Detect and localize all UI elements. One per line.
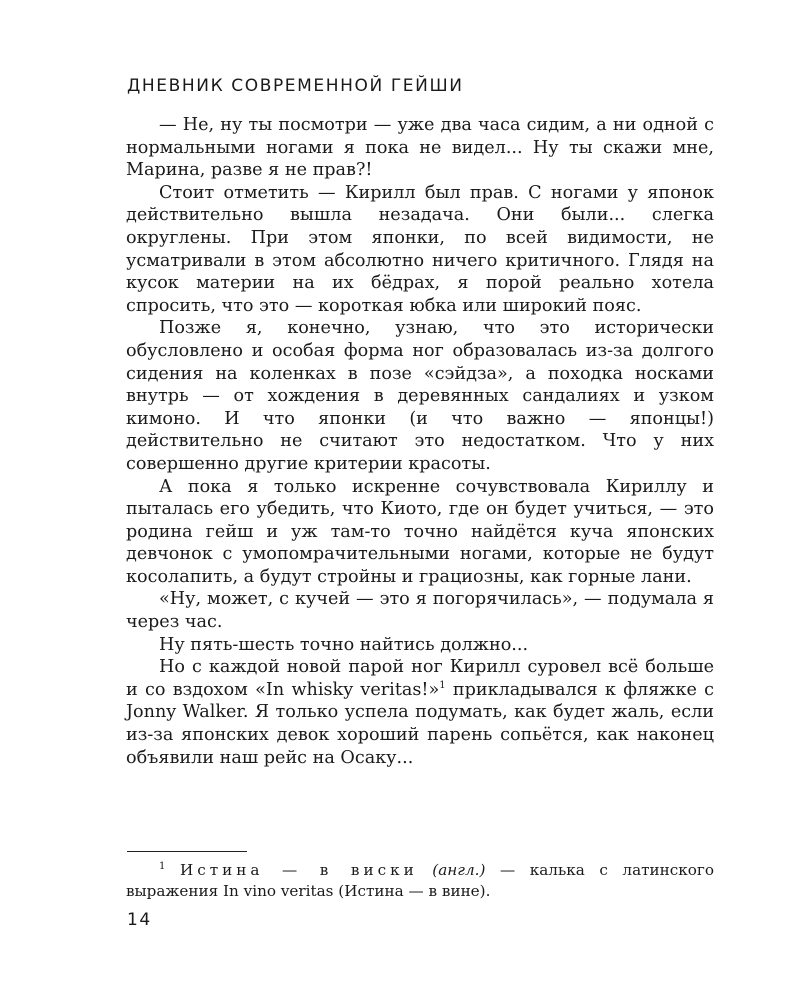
paragraph: «Ну, может, с кучей — это я погорячилась», — подумала я через час. — [126, 589, 714, 633]
footnote-mark: 1 — [159, 860, 166, 872]
footnote-language: (англ.) — [432, 861, 486, 879]
footnote-text: — калька с латинского выражения In vino veritas (Истина — в вине). — [126, 861, 715, 900]
paragraph-text: прикладывался к фляжке с Jonny Walker. Я только успела подумать, как будет жаль, если из-за японских девок хороший парень сопьётся, как наконец объявили наш рейс на Осаку... — [126, 679, 714, 768]
footnote-term: Истина — в виски — [179, 861, 418, 879]
footnote-divider — [127, 851, 247, 852]
paragraph: Стоит отметить — Кирилл был прав. С ногами у японок действительно вышла незадача. Они были... слегка округлены. При этом японки, по всей видимости, не усматривали в этом абсолютно ничего критичного. Глядя на кусок материи на их бёдрах, я порой реально хотела спросить, что это — короткая юбка или широкий пояс. — [126, 182, 714, 316]
footnote-reference: 1 — [439, 679, 446, 691]
paragraph: А пока я только искренне сочувствовала Кириллу и пыталась его убедить, что Киото, где он будет учиться, — это родина гейш и уж там-то точно найдётся куча японских девчонок с умопомрачительными ногами, которые не будут косолапить, а будут стройны и грациозны, как горные лани. — [126, 476, 714, 587]
running-title: ДНЕВНИК СОВРЕМЕННОЙ ГЕЙШИ — [127, 76, 464, 96]
paragraph-text: Но с каждой новой парой ног Кирилл суровел всё больше и со вздохом «In whisky veritas!» — [126, 657, 714, 700]
paragraph: Позже я, конечно, узнаю, что это исторически обусловлено и особая форма ног образовалась из-за долгого сидения на коленках в позе «сэйдза», а походка носками внутрь — от хождения в деревянных сандалиях и узком кимоно. И что японки (и что важно — японцы!) действительно не считают это недостатком. Что у них совершенно другие критерии красоты. — [126, 318, 714, 474]
paragraph — [126, 656, 714, 769]
footnote — [126, 860, 714, 901]
paragraph: — Не, ну ты посмотри — уже два часа сидим, а ни одной с нормальными ногами я пока не видел... Ну ты скажи мне, Марина, разве я не прав?! — [126, 115, 714, 181]
main-text — [126, 114, 714, 769]
page-number: 14 — [127, 910, 152, 930]
paragraph: Ну пять-шесть точно найтись должно... — [159, 634, 529, 655]
